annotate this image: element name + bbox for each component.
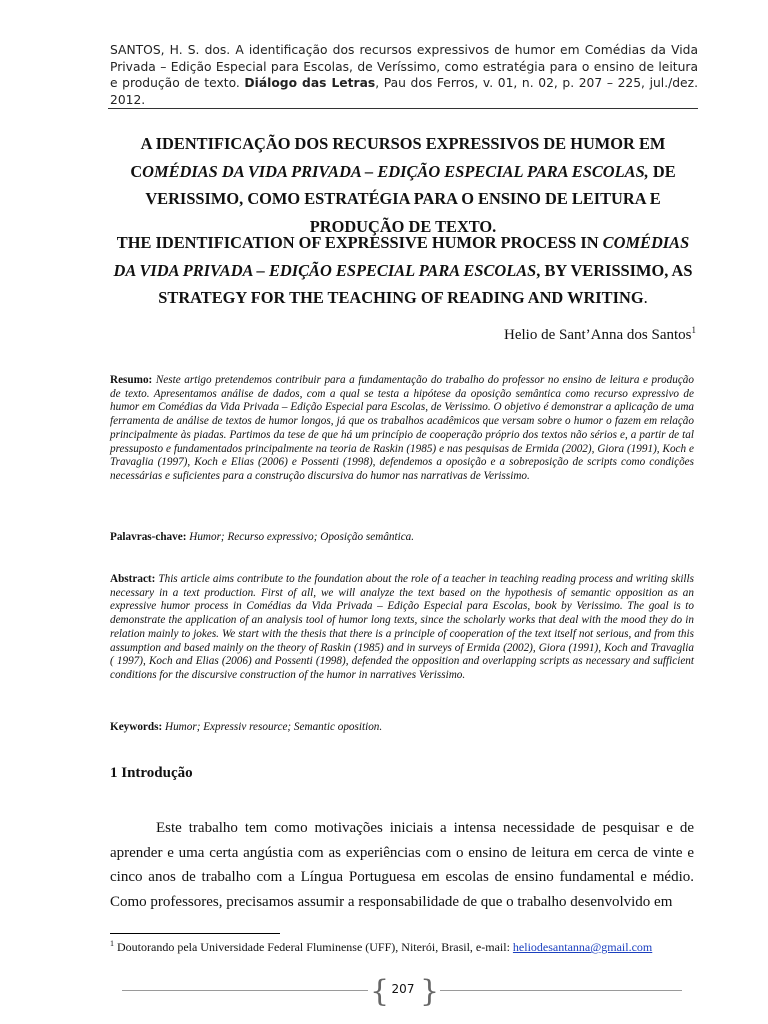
resumo-label: Resumo: <box>110 374 153 386</box>
title-english <box>108 229 698 312</box>
abstract-block <box>110 573 694 683</box>
footnote-divider <box>110 933 280 934</box>
section-heading: 1 Introdução <box>110 765 193 781</box>
page-number: 207 <box>391 982 415 996</box>
citation-details: , Pau dos Ferros, v. 01, n. 02, p. 207 – 225, jul./dez. 2012. <box>110 76 698 107</box>
journal-name: Diálogo das Letras <box>244 76 376 90</box>
page-rule-right <box>440 990 682 991</box>
author-name: Helio de Sant’Anna dos Santos <box>504 327 692 343</box>
footnote-text: Doutorando pela Universidade Federal Fluminense (UFF), Niterói, Brasil, e-mail: <box>114 940 513 954</box>
resumo-text: Neste artigo pretendemos contribuir para a fundamentação do trabalho do professor no ensino de leitura e produção de texto. Apresentamos análise de dados, com a qual se testa a hipótese da oposição semântica como recurso expressivo de humor em Comédias da Vida Privada – Edição Especial para Escolas, de Verissimo. O objetivo é demonstrar a aplicação de uma ferramenta de análise de textos de humor longos, já que os trabalhos acadêmicos que versam sobre o humor o fazem em relação principalmente às piadas. Partimos da tese de que há um princípio de cooperação próprio dos textos não sérios e, a partir de tal pressuposto e fundamentados principalmente na teoria de Raskin (1985) e nas pesquisas de Ermida (2002), Giora (1991), Koch e Travaglia (1997), Koch e Elias (2006) e Possenti (1998), defendemos a oposição e a sobreposição de scripts como condições necessárias e suficientes para a construção discursiva do humor nas narrativas de Verissimo. <box>110 374 694 482</box>
title-en-part2: , BY VERISSIMO, AS STRATEGY FOR THE TEACHING OF READING AND WRITING <box>158 260 693 307</box>
palavras-chave-block <box>110 531 694 545</box>
title-pt-part2: DE VERISSIMO, COMO ESTRATÉGIA PARA O ENSINO DE LEITURA E PRODUÇÃO DE TEXTO. <box>145 161 676 236</box>
resumo-block <box>110 374 694 484</box>
keywords-text: Humor; Expressiv resource; Semantic oposition. <box>165 721 383 733</box>
abstract-text: This article aims contribute to the foundation about the role of a teacher in teaching reading process and writing skills necessary in a text production. First of all, we will analyze the text based on the hypothesis of semantic opposition as an expressive humor process in Comédias da Vida Privada – Edição Especial para Escolas, book by Verissimo. The goal is to demonstrate the application of an analysis tool of humor long texts, since the scholarly works that deal with the mood they do in relation mainly to jokes. We start with the thesis that there is a principle of cooperation of the text itself not serious, and from this assumption and based mainly on the theory of Raskin (1985) and in surveys of Ermida (2002), Giora (1991), Koch and Travaglia ( 1997), Koch and Elias (2006) and Possenti (1998), defended the opposition and overlapping scripts as necessary and sufficient conditions for the discursive construction of the humor in narratives Verissimo. <box>110 573 694 681</box>
title-en-italic: COMÉDIAS DA VIDA PRIVADA – EDIÇÃO ESPECIAL PARA ESCOLAS <box>113 233 690 280</box>
intro-paragraph: Este trabalho tem como motivações iniciais a intensa necessidade de pesquisar e de aprender e uma certa angústia com as experiências com o ensino de leitura em cerca de vinte e cinco anos de trabalho com a Língua Portuguesa em escolas de ensino fundamental e médio. Como professores, precisamos assumir a responsabilidade de que o trabalho desenvolvido em <box>110 820 694 910</box>
left-brace-ornament: { <box>370 974 390 1009</box>
title-pt-italic: OMÉDIAS DA VIDA PRIVADA – EDIÇÃO ESPECIAL PARA ESCOLAS, <box>142 161 649 181</box>
footnote <box>110 939 652 955</box>
title-en-part1: THE IDENTIFICATION OF EXPRESSIVE HUMOR PROCESS IN <box>116 233 603 252</box>
palavras-chave-text: Humor; Recurso expressivo; Oposição semântica. <box>189 531 415 543</box>
header-divider <box>108 108 698 109</box>
email-link[interactable]: heliodesantanna@gmail.com <box>512 940 653 954</box>
palavras-chave-label: Palavras-chave: <box>110 531 187 543</box>
right-brace-ornament: } <box>420 974 440 1009</box>
title-pt-part1: A IDENTIFICAÇÃO DOS RECURSOS EXPRESSIVOS DE HUMOR EM C <box>130 134 666 181</box>
citation-text: SANTOS, H. S. dos. A identificação dos recursos expressivos de humor em Comédias da Vida Privada – Edição Especial para Escolas, de Veríssimo, como estratégia para o ensino de leitura e produção de texto. <box>110 43 698 90</box>
title-portuguese <box>108 130 698 240</box>
author-line <box>504 325 696 344</box>
citation-header <box>110 42 698 108</box>
abstract-label: Abstract: <box>110 573 156 585</box>
keywords-label: Keywords: <box>110 721 163 733</box>
keywords-block <box>110 721 694 735</box>
author-footnote-mark: 1 <box>691 325 696 335</box>
page-rule-left <box>122 990 368 991</box>
title-en-end: . <box>643 288 648 307</box>
footnote-mark: 1 <box>110 939 114 948</box>
